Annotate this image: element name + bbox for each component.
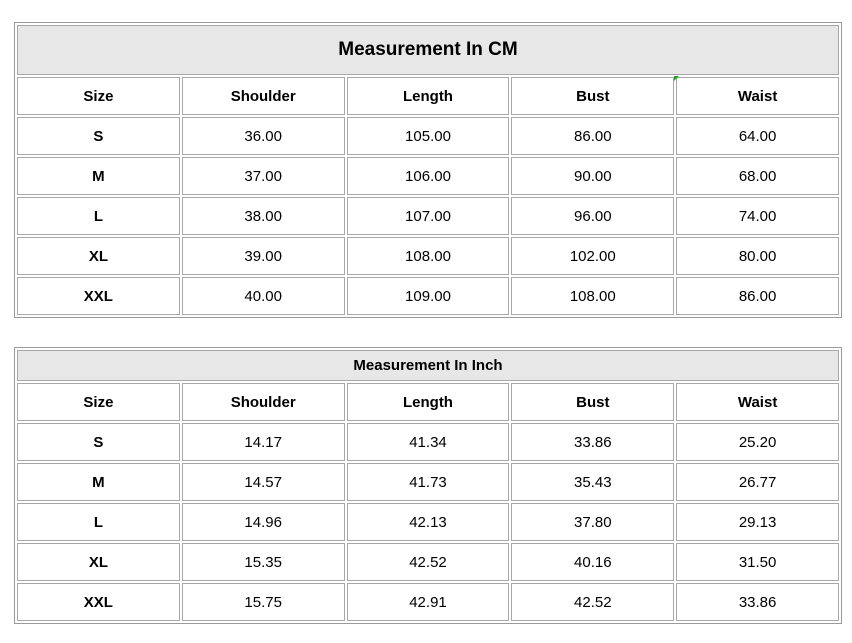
table-row [17,463,839,501]
table-row [17,237,839,275]
size-cell: XXL [17,277,180,315]
column-header-waist: Waist [676,383,839,421]
table-title: Measurement In Inch [17,350,839,381]
cm-size-table [14,22,842,318]
bust-cell: 108.00 [511,277,674,315]
bust-cell: 86.00 [511,117,674,155]
column-header-length: Length [347,383,510,421]
table-row [17,277,839,315]
cell-corner-marker [674,76,679,81]
bust-cell: 102.00 [511,237,674,275]
bust-cell: 42.52 [511,583,674,621]
waist-cell: 25.20 [676,423,839,461]
inch-size-table [14,347,842,624]
waist-cell: 31.50 [676,543,839,581]
bust-cell: 96.00 [511,197,674,235]
shoulder-cell: 40.00 [182,277,345,315]
shoulder-cell: 37.00 [182,157,345,195]
waist-cell: 80.00 [676,237,839,275]
shoulder-cell: 39.00 [182,237,345,275]
bust-cell: 90.00 [511,157,674,195]
size-cell: XL [17,543,180,581]
size-cell: S [17,117,180,155]
waist-cell: 68.00 [676,157,839,195]
column-header-shoulder: Shoulder [182,383,345,421]
size-cell: S [17,423,180,461]
length-cell: 41.73 [347,463,510,501]
title-row [17,350,839,381]
length-cell: 109.00 [347,277,510,315]
waist-cell: 86.00 [676,277,839,315]
table-row [17,157,839,195]
length-cell: 106.00 [347,157,510,195]
waist-cell: 64.00 [676,117,839,155]
bust-cell: 35.43 [511,463,674,501]
table-row [17,503,839,541]
header-row [17,77,839,115]
length-cell: 108.00 [347,237,510,275]
waist-cell: 33.86 [676,583,839,621]
column-header-bust: Bust [511,383,674,421]
length-cell: 42.52 [347,543,510,581]
shoulder-cell: 14.96 [182,503,345,541]
column-header-shoulder: Shoulder [182,77,345,115]
length-cell: 41.34 [347,423,510,461]
table-title: Measurement In CM [17,25,839,75]
shoulder-cell: 36.00 [182,117,345,155]
bust-cell: 40.16 [511,543,674,581]
table-row [17,583,839,621]
table-row [17,543,839,581]
column-header-length: Length [347,77,510,115]
shoulder-cell: 14.57 [182,463,345,501]
waist-cell: 26.77 [676,463,839,501]
shoulder-cell: 15.35 [182,543,345,581]
size-cell: L [17,197,180,235]
size-cell: M [17,157,180,195]
shoulder-cell: 15.75 [182,583,345,621]
shoulder-cell: 14.17 [182,423,345,461]
table-row [17,197,839,235]
column-header-size: Size [17,383,180,421]
bust-cell: 33.86 [511,423,674,461]
size-cell: XXL [17,583,180,621]
column-header-waist: Waist [676,77,839,115]
size-cell: M [17,463,180,501]
table-row [17,117,839,155]
shoulder-cell: 38.00 [182,197,345,235]
length-cell: 42.91 [347,583,510,621]
size-cell: XL [17,237,180,275]
size-cell: L [17,503,180,541]
bust-cell: 37.80 [511,503,674,541]
table-row [17,423,839,461]
title-row [17,25,839,75]
waist-cell: 74.00 [676,197,839,235]
column-header-bust: Bust [511,77,674,115]
header-row [17,383,839,421]
length-cell: 42.13 [347,503,510,541]
column-header-size: Size [17,77,180,115]
length-cell: 105.00 [347,117,510,155]
length-cell: 107.00 [347,197,510,235]
waist-cell: 29.13 [676,503,839,541]
